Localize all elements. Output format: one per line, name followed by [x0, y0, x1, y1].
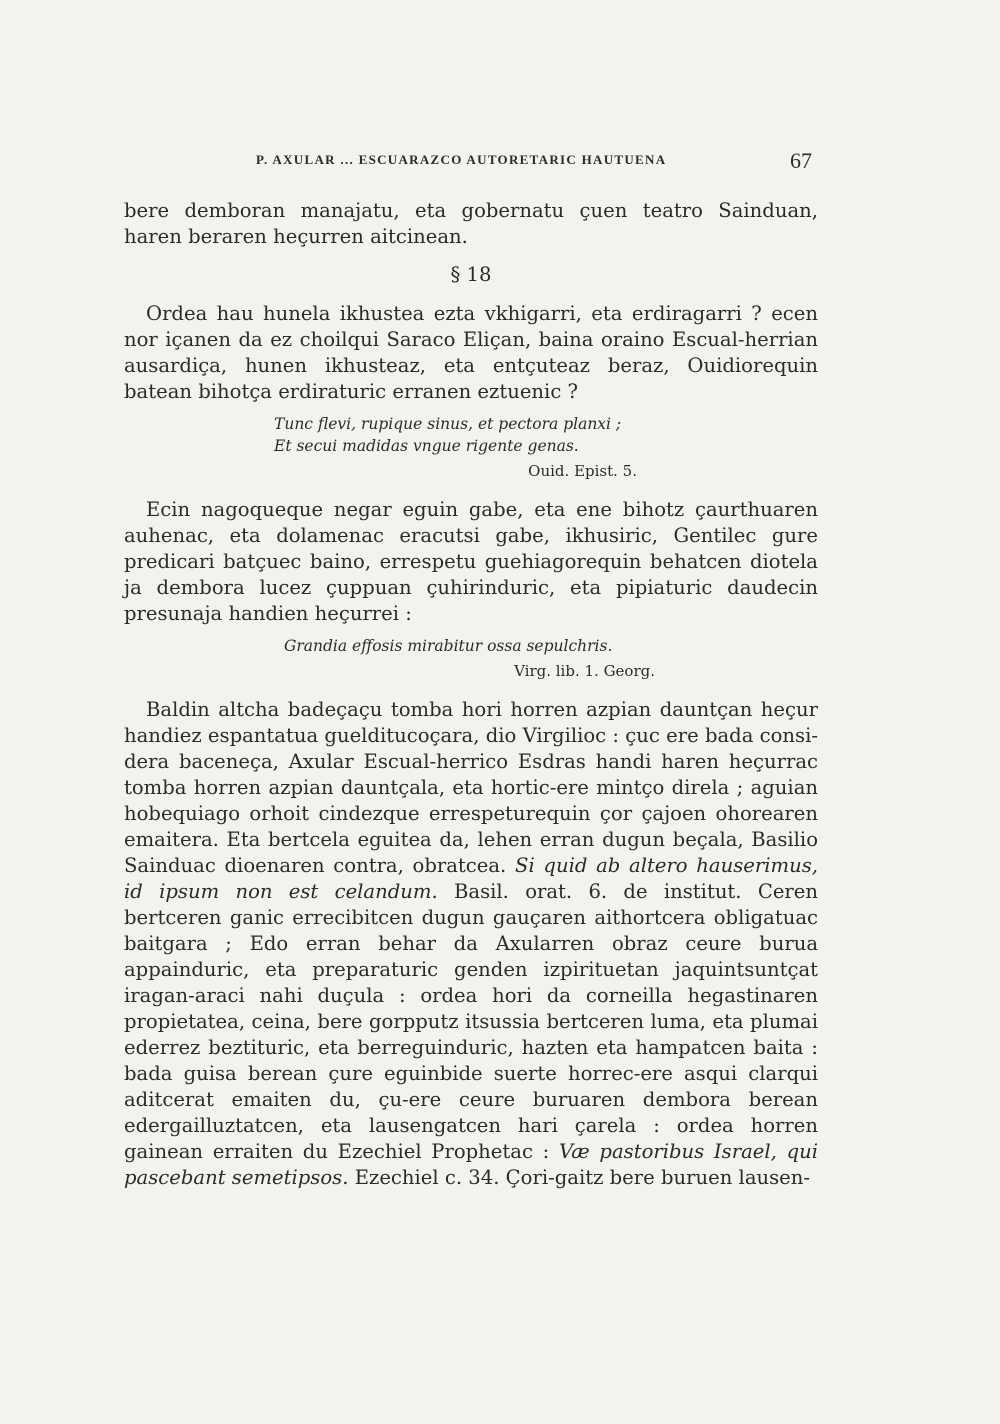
- running-header: [124, 148, 820, 178]
- paragraph-continuation: bere demboran manajatu, eta gobernatu çuen teatro Sainduan, haren beraren heçurren aitcinean.: [124, 199, 818, 248]
- citation: Virg. lib. 1. Georg.: [514, 662, 655, 680]
- latin-quote: [124, 413, 818, 457]
- body-text: [124, 198, 818, 1191]
- latin-phrase: Væ pastoribus Israel, qui pascebant semetipsos.: [124, 1140, 818, 1189]
- paragraph-text: Basil. orat. 6. de institut. Ceren bertceren ganic errecibitcen dugun gauçaren aithortcera obligatuac baitgara ; Edo erran behar da Axularren obraz ceure burua appainduric, eta preparaturic genden izpirituetan jaquintsuntçat iragan-araci nahi duçula : ordea hori da corneilla hegastinaren propietatea, ceina, bere gorpputz itsussia bertceren luma, eta plumai ederrez beztituric, eta berreguinduric, hazten eta hampatcen baita : bada guisa berean çure eguinbide suerte horrec-ere asqui clarqui aditcerat emaiten du, çu-ere ceure buruaren dembora berean edergailluztatcen, eta lausengatcen hari çarela : ordea horren gainean erraiten du Ezechiel Prophetac :: [124, 880, 818, 1163]
- section-heading: § 18: [450, 263, 492, 286]
- paragraph: Ordea hau hunela ikhustea ezta vkhigarri, eta erdiragarri ? ecen nor içanen da ez choilqui Saraco Eliçan, baina oraino Escual-herrian ausardiça, hunen ikhusteaz, eta entçuteaz beraz, Ouidiorequin batean bihotça erdiraturic erranen eztuenic ?: [124, 302, 818, 403]
- paragraph-text: Ezechiel c. 34. Çori-gaitz bere buruen lausen-: [354, 1166, 811, 1189]
- latin-phrase: Si quid ab altero hauserimus, id ipsum non est celandum.: [124, 854, 818, 903]
- quote-line: Et secui madidas vngue rigente genas.: [274, 437, 579, 455]
- paragraph: [124, 697, 818, 1191]
- running-title: P. AXULAR ... ESCUARAZCO AUTORETARIC HAUTUENA: [256, 152, 667, 167]
- paragraph-text: Baldin altcha badeçaçu tomba hori horren azpian dauntçan heçur handiez espantatua guelditucoçara, dio Virgilioc : çuc ere bada considera baceneça, Axular Escual-herrico Esdras handi haren heçurrac tomba horren azpian dauntçala, eta hortic-ere mintço direla ; aguian hobequiago orhoit cindezque errespeturequin çor çajoen ohorearen emaitera. Eta bertcela eguitea da, lehen erran dugun beçala, Basilio Sainduac dioenaren contra, obratcea.: [124, 698, 818, 877]
- citation: Ouid. Epist. 5.: [528, 462, 637, 480]
- page-number: 67: [790, 148, 812, 173]
- paragraph: Ecin nagoqueque negar eguin gabe, eta ene bihotz çaurthuaren auhenac, eta dolamenac eracutsi gabe, ikhusiric, Gentilec gure predicari batçuec baino, errespetu guehiagorequin behatcen diotela ja dembora lucez çuppuan çuhirinduric, eta pipiaturic daudecin presunaja handien heçurrei :: [124, 498, 818, 625]
- quote-line: Tunc flevi, rupique sinus, et pectora planxi ;: [274, 415, 622, 433]
- latin-quote: [124, 635, 818, 657]
- quote-line: Grandia effosis mirabitur ossa sepulchris.: [284, 637, 613, 655]
